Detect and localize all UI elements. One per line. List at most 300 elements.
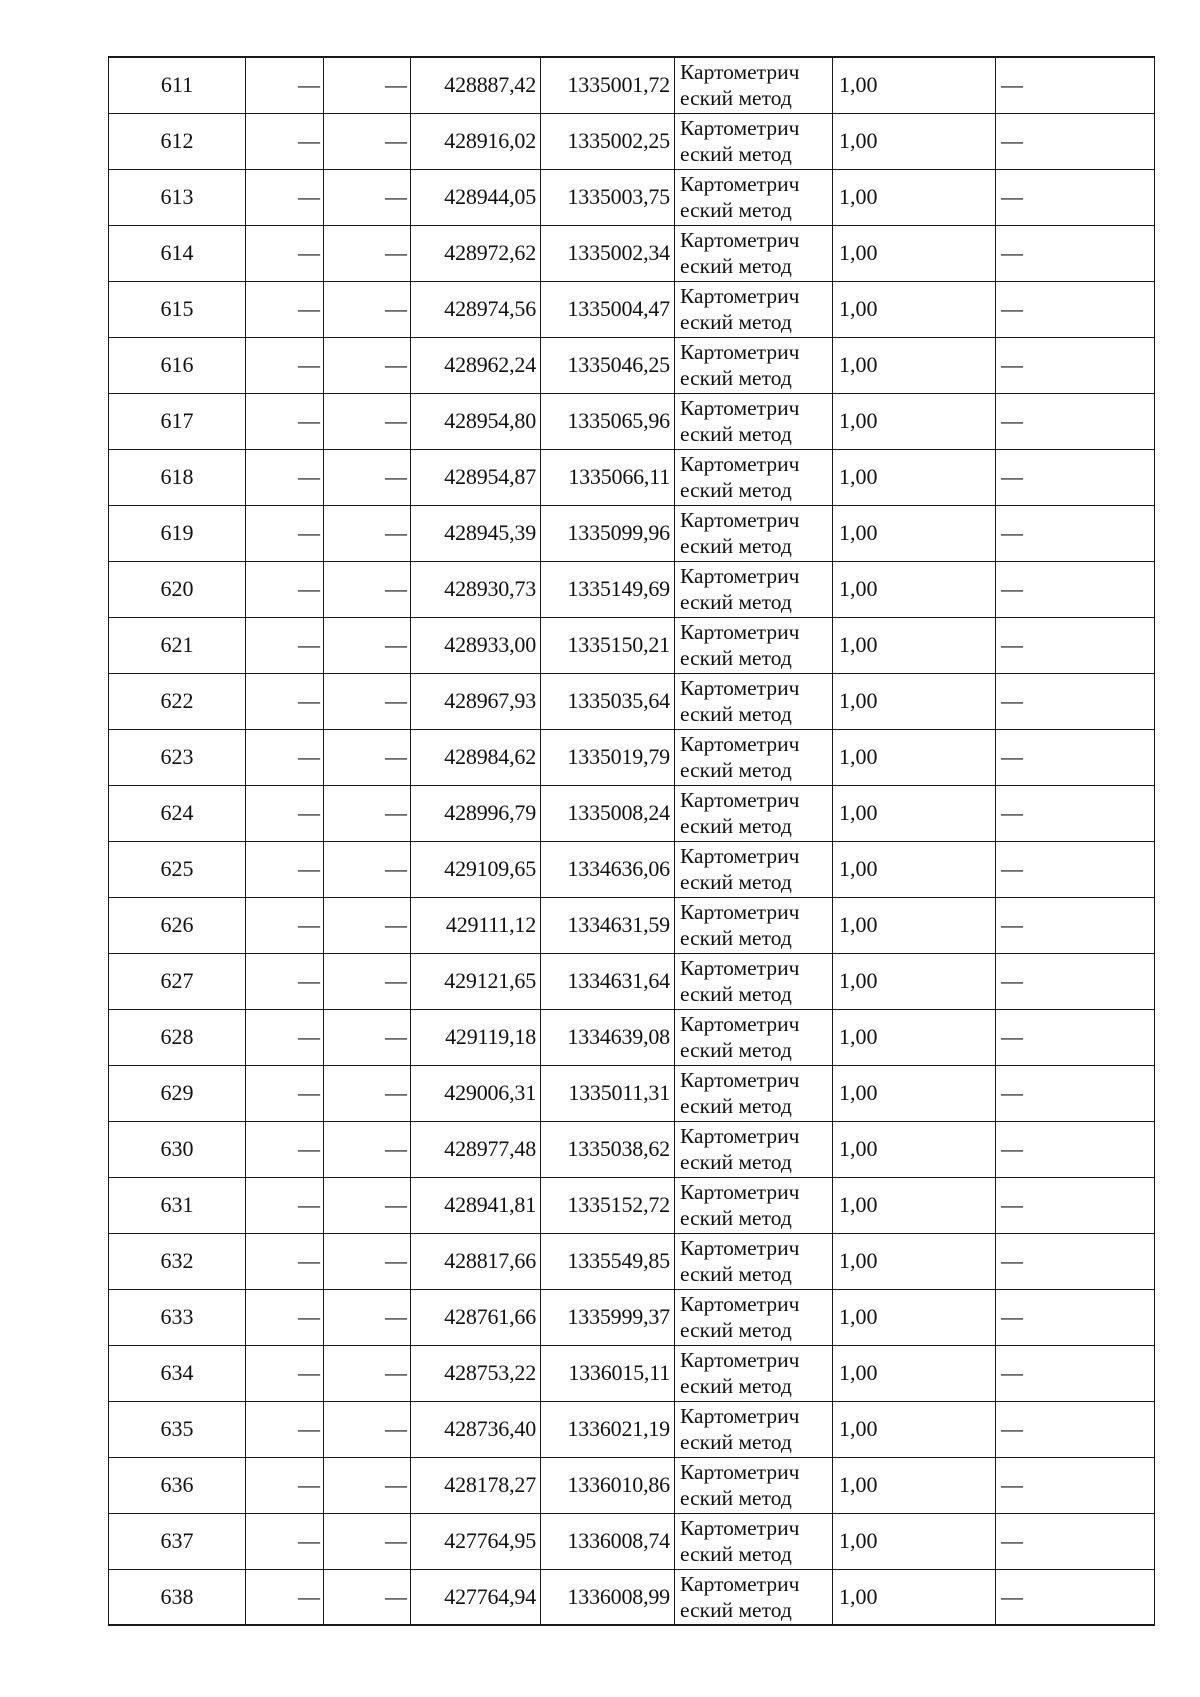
dash-cell-2: —	[324, 1233, 411, 1289]
x-coordinate-cell: 429111,12	[411, 897, 541, 953]
method-cell	[675, 1065, 833, 1121]
description-cell: —	[996, 1289, 1155, 1345]
y-coordinate-cell: 1336015,11	[541, 1345, 675, 1401]
method-line-2: еский метод	[680, 1262, 792, 1286]
dash-cell-2: —	[324, 337, 411, 393]
y-coordinate-cell: 1335035,64	[541, 673, 675, 729]
accuracy-cell: 1,00	[833, 729, 996, 785]
y-coordinate-cell: 1335066,11	[541, 449, 675, 505]
accuracy-cell: 1,00	[833, 897, 996, 953]
method-line-1: Картометрич	[680, 1571, 800, 1596]
y-coordinate-cell: 1335150,21	[541, 617, 675, 673]
x-coordinate-cell: 428974,56	[411, 281, 541, 337]
point-number-cell: 635	[109, 1401, 246, 1457]
point-number-cell: 637	[109, 1513, 246, 1569]
point-number-cell: 622	[109, 673, 246, 729]
point-number-cell: 614	[109, 225, 246, 281]
x-coordinate-cell: 428984,62	[411, 729, 541, 785]
method-cell	[675, 449, 833, 505]
x-coordinate-cell: 428962,24	[411, 337, 541, 393]
method-line-2: еский метод	[680, 198, 792, 222]
point-number-cell: 615	[109, 281, 246, 337]
method-cell	[675, 897, 833, 953]
point-number-cell: 626	[109, 897, 246, 953]
dash-cell-1: —	[246, 169, 324, 225]
description-cell: —	[996, 1345, 1155, 1401]
method-line-1: Картометрич	[680, 60, 800, 85]
method-line-2: еский метод	[680, 1430, 792, 1454]
description-cell: —	[996, 1121, 1155, 1177]
table-row	[109, 897, 1155, 953]
dash-cell-2: —	[324, 953, 411, 1009]
dash-cell-2: —	[324, 729, 411, 785]
y-coordinate-cell: 1334636,06	[541, 841, 675, 897]
dash-cell-1: —	[246, 1233, 324, 1289]
method-cell	[675, 1177, 833, 1233]
dash-cell-2: —	[324, 505, 411, 561]
dash-cell-1: —	[246, 57, 324, 113]
x-coordinate-cell: 428972,62	[411, 225, 541, 281]
point-number-cell: 631	[109, 1177, 246, 1233]
accuracy-cell: 1,00	[833, 225, 996, 281]
y-coordinate-cell: 1335003,75	[541, 169, 675, 225]
table-row	[109, 841, 1155, 897]
method-cell	[675, 169, 833, 225]
dash-cell-2: —	[324, 1289, 411, 1345]
method-cell	[675, 1121, 833, 1177]
x-coordinate-cell: 428977,48	[411, 1121, 541, 1177]
accuracy-cell: 1,00	[833, 505, 996, 561]
dash-cell-1: —	[246, 673, 324, 729]
description-cell: —	[996, 393, 1155, 449]
method-line-2: еский метод	[680, 86, 792, 111]
y-coordinate-cell: 1335019,79	[541, 729, 675, 785]
dash-cell-2: —	[324, 1065, 411, 1121]
dash-cell-1: —	[246, 1177, 324, 1233]
point-number-cell: 628	[109, 1009, 246, 1065]
accuracy-cell: 1,00	[833, 169, 996, 225]
method-cell	[675, 113, 833, 169]
method-line-2: еский метод	[680, 870, 792, 894]
description-cell: —	[996, 729, 1155, 785]
dash-cell-2: —	[324, 1345, 411, 1401]
method-line-2: еский метод	[680, 1597, 792, 1622]
method-line-2: еский метод	[680, 1038, 792, 1062]
point-number-cell: 613	[109, 169, 246, 225]
dash-cell-1: —	[246, 1121, 324, 1177]
description-cell: —	[996, 1401, 1155, 1457]
x-coordinate-cell: 428887,42	[411, 57, 541, 113]
table-row	[109, 281, 1155, 337]
dash-cell-2: —	[324, 57, 411, 113]
point-number-cell: 621	[109, 617, 246, 673]
description-cell: —	[996, 225, 1155, 281]
method-cell	[675, 1569, 833, 1625]
method-line-1: Картометрич	[680, 844, 800, 868]
method-cell	[675, 393, 833, 449]
y-coordinate-cell: 1334631,59	[541, 897, 675, 953]
method-cell	[675, 729, 833, 785]
method-line-1: Картометрич	[680, 396, 800, 420]
x-coordinate-cell: 428933,00	[411, 617, 541, 673]
method-line-1: Картометрич	[680, 1012, 800, 1036]
dash-cell-1: —	[246, 1289, 324, 1345]
method-line-2: еский метод	[680, 478, 792, 502]
method-line-2: еский метод	[680, 646, 792, 670]
method-line-1: Картометрич	[680, 340, 800, 364]
method-line-1: Картометрич	[680, 956, 800, 980]
method-line-2: еский метод	[680, 1374, 792, 1398]
accuracy-cell: 1,00	[833, 1177, 996, 1233]
method-cell	[675, 1513, 833, 1569]
x-coordinate-cell: 427764,94	[411, 1569, 541, 1625]
description-cell: —	[996, 1569, 1155, 1625]
accuracy-cell: 1,00	[833, 1065, 996, 1121]
method-line-2: еский метод	[680, 814, 792, 838]
accuracy-cell: 1,00	[833, 1513, 996, 1569]
method-line-2: еский метод	[680, 366, 792, 390]
accuracy-cell: 1,00	[833, 1289, 996, 1345]
y-coordinate-cell: 1335149,69	[541, 561, 675, 617]
table-row	[109, 673, 1155, 729]
coordinates-table	[108, 56, 1155, 1626]
dash-cell-1: —	[246, 617, 324, 673]
method-line-1: Картометрич	[680, 676, 800, 700]
accuracy-cell: 1,00	[833, 617, 996, 673]
method-line-1: Картометрич	[680, 732, 800, 756]
method-cell	[675, 505, 833, 561]
point-number-cell: 617	[109, 393, 246, 449]
x-coordinate-cell: 428753,22	[411, 1345, 541, 1401]
accuracy-cell: 1,00	[833, 449, 996, 505]
description-cell: —	[996, 169, 1155, 225]
method-line-1: Картометрич	[680, 900, 800, 924]
method-cell	[675, 281, 833, 337]
y-coordinate-cell: 1334631,64	[541, 953, 675, 1009]
table-body	[109, 57, 1155, 1625]
table-row	[109, 617, 1155, 673]
point-number-cell: 627	[109, 953, 246, 1009]
dash-cell-2: —	[324, 169, 411, 225]
point-number-cell: 624	[109, 785, 246, 841]
dash-cell-2: —	[324, 1401, 411, 1457]
point-number-cell: 632	[109, 1233, 246, 1289]
x-coordinate-cell: 429119,18	[411, 1009, 541, 1065]
x-coordinate-cell: 428945,39	[411, 505, 541, 561]
point-number-cell: 611	[109, 57, 246, 113]
point-number-cell: 618	[109, 449, 246, 505]
table-row	[109, 1009, 1155, 1065]
method-cell	[675, 785, 833, 841]
accuracy-cell: 1,00	[833, 953, 996, 1009]
method-cell	[675, 1289, 833, 1345]
method-cell	[675, 617, 833, 673]
point-number-cell: 638	[109, 1569, 246, 1625]
x-coordinate-cell: 428817,66	[411, 1233, 541, 1289]
y-coordinate-cell: 1335002,34	[541, 225, 675, 281]
table-row	[109, 1177, 1155, 1233]
description-cell: —	[996, 673, 1155, 729]
dash-cell-1: —	[246, 281, 324, 337]
point-number-cell: 612	[109, 113, 246, 169]
description-cell: —	[996, 617, 1155, 673]
table-row	[109, 1513, 1155, 1569]
dash-cell-1: —	[246, 897, 324, 953]
x-coordinate-cell: 428954,80	[411, 393, 541, 449]
method-line-2: еский метод	[680, 702, 792, 726]
description-cell: —	[996, 841, 1155, 897]
method-cell	[675, 1401, 833, 1457]
table-row	[109, 561, 1155, 617]
dash-cell-2: —	[324, 113, 411, 169]
y-coordinate-cell: 1335004,47	[541, 281, 675, 337]
table-row	[109, 1065, 1155, 1121]
accuracy-cell: 1,00	[833, 281, 996, 337]
description-cell: —	[996, 1177, 1155, 1233]
method-line-1: Картометрич	[680, 1180, 800, 1204]
dash-cell-1: —	[246, 785, 324, 841]
dash-cell-2: —	[324, 449, 411, 505]
table-row	[109, 449, 1155, 505]
description-cell: —	[996, 785, 1155, 841]
method-cell	[675, 1345, 833, 1401]
method-cell	[675, 1457, 833, 1513]
point-number-cell: 620	[109, 561, 246, 617]
accuracy-cell: 1,00	[833, 57, 996, 113]
method-line-1: Картометрич	[680, 1236, 800, 1260]
dash-cell-1: —	[246, 1345, 324, 1401]
method-line-1: Картометрич	[680, 116, 800, 140]
method-cell	[675, 561, 833, 617]
dash-cell-2: —	[324, 785, 411, 841]
method-line-2: еский метод	[680, 422, 792, 446]
accuracy-cell: 1,00	[833, 841, 996, 897]
table-row	[109, 505, 1155, 561]
dash-cell-1: —	[246, 449, 324, 505]
description-cell: —	[996, 1065, 1155, 1121]
method-cell	[675, 225, 833, 281]
table-row	[109, 225, 1155, 281]
table-row	[109, 1289, 1155, 1345]
description-cell: —	[996, 1233, 1155, 1289]
description-cell: —	[996, 505, 1155, 561]
method-line-2: еский метод	[680, 1206, 792, 1230]
method-line-2: еский метод	[680, 1542, 792, 1566]
x-coordinate-cell: 428761,66	[411, 1289, 541, 1345]
method-line-2: еский метод	[680, 590, 792, 614]
x-coordinate-cell: 427764,95	[411, 1513, 541, 1569]
dash-cell-1: —	[246, 561, 324, 617]
method-line-1: Картометрич	[680, 508, 800, 532]
x-coordinate-cell: 428954,87	[411, 449, 541, 505]
method-line-2: еский метод	[680, 310, 792, 334]
dash-cell-1: —	[246, 1401, 324, 1457]
method-line-1: Картометрич	[680, 1348, 800, 1372]
x-coordinate-cell: 428967,93	[411, 673, 541, 729]
table-row	[109, 785, 1155, 841]
dash-cell-1: —	[246, 505, 324, 561]
table-row	[109, 1569, 1155, 1625]
method-line-1: Картометрич	[680, 1292, 800, 1316]
accuracy-cell: 1,00	[833, 1569, 996, 1625]
dash-cell-1: —	[246, 1009, 324, 1065]
y-coordinate-cell: 1335999,37	[541, 1289, 675, 1345]
accuracy-cell: 1,00	[833, 1401, 996, 1457]
y-coordinate-cell: 1334639,08	[541, 1009, 675, 1065]
method-line-2: еский метод	[680, 254, 792, 278]
dash-cell-1: —	[246, 1065, 324, 1121]
y-coordinate-cell: 1336008,99	[541, 1569, 675, 1625]
method-cell	[675, 673, 833, 729]
description-cell: —	[996, 561, 1155, 617]
dash-cell-2: —	[324, 1009, 411, 1065]
method-line-2: еский метод	[680, 142, 792, 166]
method-cell	[675, 57, 833, 113]
accuracy-cell: 1,00	[833, 1233, 996, 1289]
dash-cell-2: —	[324, 897, 411, 953]
dash-cell-1: —	[246, 953, 324, 1009]
y-coordinate-cell: 1335011,31	[541, 1065, 675, 1121]
method-line-1: Картометрич	[680, 1516, 800, 1540]
method-line-1: Картометрич	[680, 788, 800, 812]
table-row	[109, 113, 1155, 169]
y-coordinate-cell: 1336008,74	[541, 1513, 675, 1569]
method-line-1: Картометрич	[680, 1124, 800, 1148]
dash-cell-1: —	[246, 1569, 324, 1625]
accuracy-cell: 1,00	[833, 673, 996, 729]
method-cell	[675, 337, 833, 393]
y-coordinate-cell: 1335046,25	[541, 337, 675, 393]
table-row	[109, 393, 1155, 449]
table-row	[109, 953, 1155, 1009]
description-cell: —	[996, 113, 1155, 169]
method-line-2: еский метод	[680, 1150, 792, 1174]
method-line-2: еский метод	[680, 758, 792, 782]
table-row	[109, 337, 1155, 393]
dash-cell-2: —	[324, 673, 411, 729]
x-coordinate-cell: 428916,02	[411, 113, 541, 169]
y-coordinate-cell: 1335038,62	[541, 1121, 675, 1177]
point-number-cell: 634	[109, 1345, 246, 1401]
description-cell: —	[996, 897, 1155, 953]
accuracy-cell: 1,00	[833, 1009, 996, 1065]
dash-cell-1: —	[246, 1457, 324, 1513]
table-row	[109, 169, 1155, 225]
method-cell	[675, 953, 833, 1009]
table-row	[109, 57, 1155, 113]
accuracy-cell: 1,00	[833, 561, 996, 617]
accuracy-cell: 1,00	[833, 1345, 996, 1401]
accuracy-cell: 1,00	[833, 393, 996, 449]
accuracy-cell: 1,00	[833, 1121, 996, 1177]
method-line-1: Картометрич	[680, 452, 800, 476]
dash-cell-1: —	[246, 113, 324, 169]
method-line-2: еский метод	[680, 1486, 792, 1510]
point-number-cell: 630	[109, 1121, 246, 1177]
dash-cell-2: —	[324, 281, 411, 337]
dash-cell-2: —	[324, 561, 411, 617]
table-row	[109, 1401, 1155, 1457]
description-cell: —	[996, 1009, 1155, 1065]
point-number-cell: 623	[109, 729, 246, 785]
method-line-2: еский метод	[680, 1318, 792, 1342]
method-line-2: еский метод	[680, 982, 792, 1006]
x-coordinate-cell: 429109,65	[411, 841, 541, 897]
point-number-cell: 625	[109, 841, 246, 897]
description-cell: —	[996, 1457, 1155, 1513]
point-number-cell: 616	[109, 337, 246, 393]
dash-cell-2: —	[324, 841, 411, 897]
description-cell: —	[996, 1513, 1155, 1569]
method-line-1: Картометрич	[680, 284, 800, 308]
table-row	[109, 1345, 1155, 1401]
description-cell: —	[996, 449, 1155, 505]
x-coordinate-cell: 428941,81	[411, 1177, 541, 1233]
description-cell: —	[996, 953, 1155, 1009]
table-row	[109, 1233, 1155, 1289]
accuracy-cell: 1,00	[833, 1457, 996, 1513]
y-coordinate-cell: 1335549,85	[541, 1233, 675, 1289]
point-number-cell: 633	[109, 1289, 246, 1345]
dash-cell-2: —	[324, 1513, 411, 1569]
dash-cell-1: —	[246, 841, 324, 897]
method-line-1: Картометрич	[680, 1460, 800, 1484]
dash-cell-2: —	[324, 1569, 411, 1625]
y-coordinate-cell: 1335065,96	[541, 393, 675, 449]
point-number-cell: 636	[109, 1457, 246, 1513]
x-coordinate-cell: 429006,31	[411, 1065, 541, 1121]
x-coordinate-cell: 428736,40	[411, 1401, 541, 1457]
accuracy-cell: 1,00	[833, 785, 996, 841]
y-coordinate-cell: 1335008,24	[541, 785, 675, 841]
method-line-1: Картометрич	[680, 1404, 800, 1428]
method-line-2: еский метод	[680, 926, 792, 950]
dash-cell-2: —	[324, 225, 411, 281]
method-line-1: Картометрич	[680, 1068, 800, 1092]
x-coordinate-cell: 428996,79	[411, 785, 541, 841]
dash-cell-1: —	[246, 225, 324, 281]
y-coordinate-cell: 1335099,96	[541, 505, 675, 561]
y-coordinate-cell: 1336010,86	[541, 1457, 675, 1513]
description-cell: —	[996, 281, 1155, 337]
dash-cell-2: —	[324, 1457, 411, 1513]
method-line-2: еский метод	[680, 534, 792, 558]
dash-cell-2: —	[324, 393, 411, 449]
description-cell: —	[996, 337, 1155, 393]
table-row	[109, 729, 1155, 785]
table-row	[109, 1457, 1155, 1513]
point-number-cell: 619	[109, 505, 246, 561]
method-line-1: Картометрич	[680, 564, 800, 588]
x-coordinate-cell: 428944,05	[411, 169, 541, 225]
method-line-2: еский метод	[680, 1094, 792, 1118]
method-cell	[675, 1009, 833, 1065]
x-coordinate-cell: 428930,73	[411, 561, 541, 617]
method-line-1: Картометрич	[680, 172, 800, 196]
point-number-cell: 629	[109, 1065, 246, 1121]
dash-cell-1: —	[246, 729, 324, 785]
method-cell	[675, 1233, 833, 1289]
description-cell: —	[996, 57, 1155, 113]
accuracy-cell: 1,00	[833, 337, 996, 393]
dash-cell-2: —	[324, 617, 411, 673]
table-row	[109, 1121, 1155, 1177]
x-coordinate-cell: 429121,65	[411, 953, 541, 1009]
method-line-1: Картометрич	[680, 228, 800, 252]
y-coordinate-cell: 1335001,72	[541, 57, 675, 113]
dash-cell-2: —	[324, 1177, 411, 1233]
dash-cell-2: —	[324, 1121, 411, 1177]
